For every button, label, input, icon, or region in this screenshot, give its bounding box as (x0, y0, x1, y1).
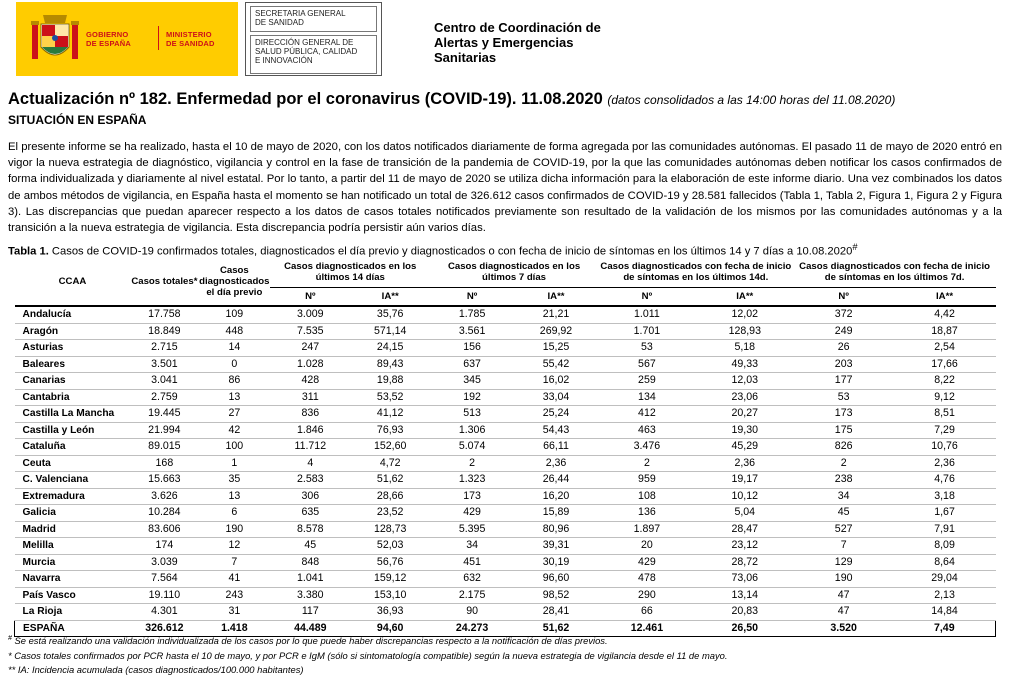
value-cell: 451 (430, 554, 514, 571)
value-cell: 41,12 (350, 406, 430, 423)
value-cell: 42 (198, 422, 270, 439)
value-cell: 173 (794, 406, 894, 423)
value-cell: 100 (198, 439, 270, 456)
value-cell: 39,31 (514, 538, 598, 555)
value-cell: 428 (270, 373, 350, 390)
value-cell: 128,73 (350, 521, 430, 538)
col-header-ia: IA** (350, 288, 430, 307)
value-cell: 24.273 (430, 620, 514, 637)
value-cell: 190 (794, 571, 894, 588)
value-cell: 20,83 (696, 604, 794, 621)
value-cell: 4 (270, 455, 350, 472)
value-cell: 10,12 (696, 488, 794, 505)
value-cell: 7 (198, 554, 270, 571)
value-cell: 2.583 (270, 472, 350, 489)
value-cell: 173 (430, 488, 514, 505)
value-cell: 26,44 (514, 472, 598, 489)
table-row (15, 455, 996, 472)
value-cell: 2 (794, 455, 894, 472)
footnote-validation: # Se está realizando una validación individualizada de los casos por lo que puede haber discrepancias respecto a la notificación de días previos. (8, 635, 608, 647)
value-cell: 2.175 (430, 587, 514, 604)
value-cell: 2,13 (894, 587, 996, 604)
value-cell: 98,52 (514, 587, 598, 604)
value-cell: 52,03 (350, 538, 430, 555)
value-cell: 86 (198, 373, 270, 390)
value-cell: 174 (130, 538, 198, 555)
section-heading: SITUACIÓN EN ESPAÑA (8, 113, 147, 127)
value-cell: 35,76 (350, 306, 430, 323)
table-row (15, 323, 996, 340)
value-cell: 1.701 (598, 323, 696, 340)
value-cell: 478 (598, 571, 696, 588)
directorate-label: DIRECCIÓN GENERAL DE SALUD PÚBLICA, CALIDAD E INNOVACIÓN (250, 35, 377, 74)
value-cell: 326.612 (130, 620, 198, 637)
value-cell: 2,36 (696, 455, 794, 472)
table-row (15, 406, 996, 423)
value-cell: 3.009 (270, 306, 350, 323)
value-cell: 53 (598, 340, 696, 357)
ccaa-cell: Melilla (15, 538, 131, 555)
col-header-n: Nº (598, 288, 696, 307)
value-cell: 306 (270, 488, 350, 505)
value-cell: 635 (270, 505, 350, 522)
value-cell: 26 (794, 340, 894, 357)
value-cell: 10,76 (894, 439, 996, 456)
value-cell: 567 (598, 356, 696, 373)
table-caption-text: Casos de COVID-19 confirmados totales, diagnosticados el día previo y diagnosticados o con fecha de inicio de síntomas en los últimos 14 y 7 días a 10.08.2020 (48, 245, 853, 258)
value-cell: 17,66 (894, 356, 996, 373)
col-group-sintomas-14d: Casos diagnosticados con fecha de inicio de síntomas en los últimos 14d. (598, 257, 794, 288)
value-cell: 19.445 (130, 406, 198, 423)
value-cell: 12.461 (598, 620, 696, 637)
value-cell: 14,84 (894, 604, 996, 621)
value-cell: 30,19 (514, 554, 598, 571)
table-row (15, 505, 996, 522)
col-group-7-dias: Casos diagnosticados en los últimos 7 días (430, 257, 598, 288)
col-header-n: Nº (430, 288, 514, 307)
value-cell: 8,09 (894, 538, 996, 555)
value-cell: 632 (430, 571, 514, 588)
value-cell: 56,76 (350, 554, 430, 571)
value-cell: 12,03 (696, 373, 794, 390)
value-cell: 1 (198, 455, 270, 472)
value-cell: 848 (270, 554, 350, 571)
col-header-ccaa: CCAA (15, 257, 131, 306)
value-cell: 3.520 (794, 620, 894, 637)
ccaa-cell: Extremadura (15, 488, 131, 505)
value-cell: 2 (430, 455, 514, 472)
table-row (15, 538, 996, 555)
ccaa-cell: Aragón (15, 323, 131, 340)
value-cell: 5.074 (430, 439, 514, 456)
coordination-centre-title: Centro de Coordinación de Alertas y Emergencias Sanitarias (434, 20, 601, 65)
value-cell: 4,72 (350, 455, 430, 472)
value-cell: 20 (598, 538, 696, 555)
value-cell: 53 (794, 389, 894, 406)
value-cell: 3.476 (598, 439, 696, 456)
col-header-ia: IA** (894, 288, 996, 307)
col-header-n: Nº (270, 288, 350, 307)
government-logo-block (16, 2, 238, 76)
value-cell: 2.715 (130, 340, 198, 357)
logo-divider (158, 26, 159, 50)
table-row (15, 389, 996, 406)
value-cell: 448 (198, 323, 270, 340)
value-cell: 44.489 (270, 620, 350, 637)
value-cell: 31 (198, 604, 270, 621)
table-row (15, 488, 996, 505)
value-cell: 28,47 (696, 521, 794, 538)
value-cell: 7,91 (894, 521, 996, 538)
value-cell: 527 (794, 521, 894, 538)
value-cell: 6 (198, 505, 270, 522)
table-row (15, 439, 996, 456)
value-cell: 20,27 (696, 406, 794, 423)
value-cell: 8,22 (894, 373, 996, 390)
value-cell: 83.606 (130, 521, 198, 538)
value-cell: 571,14 (350, 323, 430, 340)
value-cell: 2,36 (894, 455, 996, 472)
table-row (15, 373, 996, 390)
value-cell: 153,10 (350, 587, 430, 604)
value-cell: 13 (198, 389, 270, 406)
intro-paragraph: El presente informe se ha realizado, hasta el 10 de mayo de 2020, con los datos notificados diariamente de forma agregada por las comunidades autónomas. El pasado 11 de mayo de 2020 entró en vigor la nueva estrategia de diagnóstico, vigilancia y control en la fase de transición de la pandemia de COVID-19, por la que las comunidades autónomas deben notificar los casos confirmados de forma individualizada y diariamente al nivel estatal. Por lo tanto, a partir del 11 de mayo de 2020 se utiliza dicha información para la elaboración de este informe diario. Una vez combinados los datos de ambos métodos de vigilancia, en España hasta el momento se han notificado un total de 326.612 casos confirmados de COVID-19 y 28.581 fallecidos (Tabla 1, Tabla 2, Figura 1, Figura 2 y Figura 3). Las discrepancias que puedan aparecer respecto a los datos de casos totales notificados previamente son resultado de la validación de los mismos por las comunidades autónomas y a la transición a la nueva estrategia de vigilancia. Esta discrepancia podría persistir aún varios días. (8, 141, 1002, 235)
value-cell: 26,50 (696, 620, 794, 637)
ccaa-cell: Madrid (15, 521, 131, 538)
value-cell: 463 (598, 422, 696, 439)
value-cell: 73,06 (696, 571, 794, 588)
value-cell: 152,60 (350, 439, 430, 456)
value-cell: 11.712 (270, 439, 350, 456)
footnote-casos-totales: * Casos totales confirmados por PCR hasta el 10 de mayo, y por PCR e IgM (sólo si sintomatología compatible) según la nueva estrategia de vigilancia desde el 11 de mayo. (8, 649, 728, 661)
value-cell: 5,18 (696, 340, 794, 357)
table-caption-label: Tabla 1. (8, 245, 49, 258)
value-cell: 51,62 (514, 620, 598, 637)
value-cell: 27 (198, 406, 270, 423)
value-cell: 23,52 (350, 505, 430, 522)
value-cell: 959 (598, 472, 696, 489)
value-cell: 2.759 (130, 389, 198, 406)
value-cell: 45 (270, 538, 350, 555)
value-cell: 2,54 (894, 340, 996, 357)
value-cell: 41 (198, 571, 270, 588)
value-cell: 19,88 (350, 373, 430, 390)
value-cell: 836 (270, 406, 350, 423)
value-cell: 7.564 (130, 571, 198, 588)
value-cell: 2 (598, 455, 696, 472)
value-cell: 0 (198, 356, 270, 373)
ccaa-cell: Castilla y León (15, 422, 131, 439)
value-cell: 66,11 (514, 439, 598, 456)
value-cell: 175 (794, 422, 894, 439)
col-header-ia: IA** (514, 288, 598, 307)
value-cell: 9,12 (894, 389, 996, 406)
value-cell: 47 (794, 604, 894, 621)
value-cell: 177 (794, 373, 894, 390)
value-cell: 269,92 (514, 323, 598, 340)
value-cell: 5.395 (430, 521, 514, 538)
ccaa-cell: Asturias (15, 340, 131, 357)
value-cell: 1.846 (270, 422, 350, 439)
value-cell: 826 (794, 439, 894, 456)
col-header-n: Nº (794, 288, 894, 307)
ministry-label: MINISTERIO DE SANIDAD (166, 30, 215, 48)
value-cell: 168 (130, 455, 198, 472)
value-cell: 4,76 (894, 472, 996, 489)
value-cell: 10.284 (130, 505, 198, 522)
value-cell: 429 (430, 505, 514, 522)
ccaa-cell: Canarias (15, 373, 131, 390)
value-cell: 1.011 (598, 306, 696, 323)
value-cell: 34 (794, 488, 894, 505)
ccaa-cell: C. Valenciana (15, 472, 131, 489)
value-cell: 96,60 (514, 571, 598, 588)
value-cell: 128,93 (696, 323, 794, 340)
value-cell: 13 (198, 488, 270, 505)
value-cell: 190 (198, 521, 270, 538)
value-cell: 3.039 (130, 554, 198, 571)
ccaa-cell: País Vasco (15, 587, 131, 604)
value-cell: 203 (794, 356, 894, 373)
value-cell: 14 (198, 340, 270, 357)
report-title-main: Actualización nº 182. Enfermedad por el coronavirus (COVID-19). 11.08.2020 (8, 90, 603, 108)
ccaa-cell: Ceuta (15, 455, 131, 472)
footnotes (8, 632, 727, 678)
value-cell: 192 (430, 389, 514, 406)
value-cell: 45 (794, 505, 894, 522)
value-cell: 51,62 (350, 472, 430, 489)
value-cell: 7 (794, 538, 894, 555)
value-cell: 24,15 (350, 340, 430, 357)
value-cell: 259 (598, 373, 696, 390)
table-row (15, 356, 996, 373)
col-header-ia: IA** (696, 288, 794, 307)
value-cell: 247 (270, 340, 350, 357)
value-cell: 18.849 (130, 323, 198, 340)
ccaa-cell: Cataluña (15, 439, 131, 456)
value-cell: 345 (430, 373, 514, 390)
value-cell: 2,36 (514, 455, 598, 472)
value-cell: 4.301 (130, 604, 198, 621)
value-cell: 3.561 (430, 323, 514, 340)
table-row (15, 521, 996, 538)
col-header-casos-totales: Casos totales* (130, 257, 198, 306)
value-cell: 19.110 (130, 587, 198, 604)
value-cell: 16,20 (514, 488, 598, 505)
value-cell: 55,42 (514, 356, 598, 373)
value-cell: 76,93 (350, 422, 430, 439)
value-cell: 249 (794, 323, 894, 340)
value-cell: 372 (794, 306, 894, 323)
value-cell: 3.380 (270, 587, 350, 604)
value-cell: 7,29 (894, 422, 996, 439)
ccaa-cell: ESPAÑA (15, 620, 131, 637)
value-cell: 15.663 (130, 472, 198, 489)
ccaa-cell: Cantabria (15, 389, 131, 406)
value-cell: 429 (598, 554, 696, 571)
ccaa-cell: Andalucía (15, 306, 131, 323)
value-cell: 3.041 (130, 373, 198, 390)
value-cell: 15,25 (514, 340, 598, 357)
value-cell: 1.418 (198, 620, 270, 637)
value-cell: 35 (198, 472, 270, 489)
value-cell: 134 (598, 389, 696, 406)
value-cell: 3.626 (130, 488, 198, 505)
value-cell: 66 (598, 604, 696, 621)
value-cell: 159,12 (350, 571, 430, 588)
value-cell: 13,14 (696, 587, 794, 604)
value-cell: 4,42 (894, 306, 996, 323)
value-cell: 12 (198, 538, 270, 555)
value-cell: 21.994 (130, 422, 198, 439)
value-cell: 5,04 (696, 505, 794, 522)
value-cell: 28,72 (696, 554, 794, 571)
value-cell: 28,66 (350, 488, 430, 505)
value-cell: 53,52 (350, 389, 430, 406)
value-cell: 238 (794, 472, 894, 489)
table-row (15, 554, 996, 571)
value-cell: 7,49 (894, 620, 996, 637)
table-row (15, 472, 996, 489)
col-group-sintomas-7d: Casos diagnosticados con fecha de inicio de síntomas en los últimos 7d. (794, 257, 996, 288)
value-cell: 19,17 (696, 472, 794, 489)
value-cell: 1.041 (270, 571, 350, 588)
value-cell: 513 (430, 406, 514, 423)
value-cell: 16,02 (514, 373, 598, 390)
value-cell: 34 (430, 538, 514, 555)
value-cell: 89.015 (130, 439, 198, 456)
value-cell: 1,67 (894, 505, 996, 522)
value-cell: 28,41 (514, 604, 598, 621)
value-cell: 23,06 (696, 389, 794, 406)
cases-table-body (15, 306, 996, 637)
value-cell: 45,29 (696, 439, 794, 456)
value-cell: 1.028 (270, 356, 350, 373)
value-cell: 33,04 (514, 389, 598, 406)
value-cell: 90 (430, 604, 514, 621)
value-cell: 8,64 (894, 554, 996, 571)
value-cell: 49,33 (696, 356, 794, 373)
ccaa-cell: Galicia (15, 505, 131, 522)
ccaa-cell: Murcia (15, 554, 131, 571)
value-cell: 108 (598, 488, 696, 505)
table-row (15, 604, 996, 621)
secretariat-label: SECRETARIA GENERAL DE SANIDAD (250, 6, 377, 32)
value-cell: 243 (198, 587, 270, 604)
value-cell: 54,43 (514, 422, 598, 439)
col-group-14-dias: Casos diagnosticados en los últimos 14 días (270, 257, 430, 288)
value-cell: 1.897 (598, 521, 696, 538)
cases-table (14, 257, 996, 637)
ccaa-cell: Castilla La Mancha (15, 406, 131, 423)
value-cell: 17.758 (130, 306, 198, 323)
table-row (15, 587, 996, 604)
report-title-note: (datos consolidados a las 14:00 horas del 11.08.2020) (607, 93, 896, 107)
value-cell: 89,43 (350, 356, 430, 373)
value-cell: 8,51 (894, 406, 996, 423)
value-cell: 129 (794, 554, 894, 571)
value-cell: 23,12 (696, 538, 794, 555)
value-cell: 36,93 (350, 604, 430, 621)
value-cell: 1.323 (430, 472, 514, 489)
col-header-dia-previo: Casos diagnosticados el día previo (198, 257, 270, 306)
table-caption (8, 242, 858, 258)
value-cell: 8.578 (270, 521, 350, 538)
footnote-ia: ** IA: Incidencia acumulada (casos diagnosticados/100.000 habitantes) (8, 664, 304, 676)
table-caption-mark: # (852, 242, 858, 252)
government-label: GOBIERNO DE ESPAÑA (86, 30, 132, 48)
secretariat-box (245, 2, 382, 76)
value-cell: 156 (430, 340, 514, 357)
value-cell: 290 (598, 587, 696, 604)
report-title (8, 90, 895, 109)
value-cell: 94,60 (350, 620, 430, 637)
value-cell: 1.785 (430, 306, 514, 323)
value-cell: 47 (794, 587, 894, 604)
value-cell: 109 (198, 306, 270, 323)
value-cell: 25,24 (514, 406, 598, 423)
value-cell: 1.306 (430, 422, 514, 439)
value-cell: 15,89 (514, 505, 598, 522)
value-cell: 311 (270, 389, 350, 406)
value-cell: 21,21 (514, 306, 598, 323)
value-cell: 3,18 (894, 488, 996, 505)
ccaa-cell: Baleares (15, 356, 131, 373)
value-cell: 637 (430, 356, 514, 373)
value-cell: 412 (598, 406, 696, 423)
value-cell: 117 (270, 604, 350, 621)
table-row (15, 571, 996, 588)
value-cell: 18,87 (894, 323, 996, 340)
table-row (15, 340, 996, 357)
value-cell: 3.501 (130, 356, 198, 373)
ccaa-cell: La Rioja (15, 604, 131, 621)
value-cell: 12,02 (696, 306, 794, 323)
value-cell: 7.535 (270, 323, 350, 340)
value-cell: 80,96 (514, 521, 598, 538)
spain-coat-of-arms-icon (31, 11, 79, 67)
value-cell: 29,04 (894, 571, 996, 588)
value-cell: 136 (598, 505, 696, 522)
table-row (15, 306, 996, 323)
ccaa-cell: Navarra (15, 571, 131, 588)
value-cell: 19,30 (696, 422, 794, 439)
table-row (15, 422, 996, 439)
